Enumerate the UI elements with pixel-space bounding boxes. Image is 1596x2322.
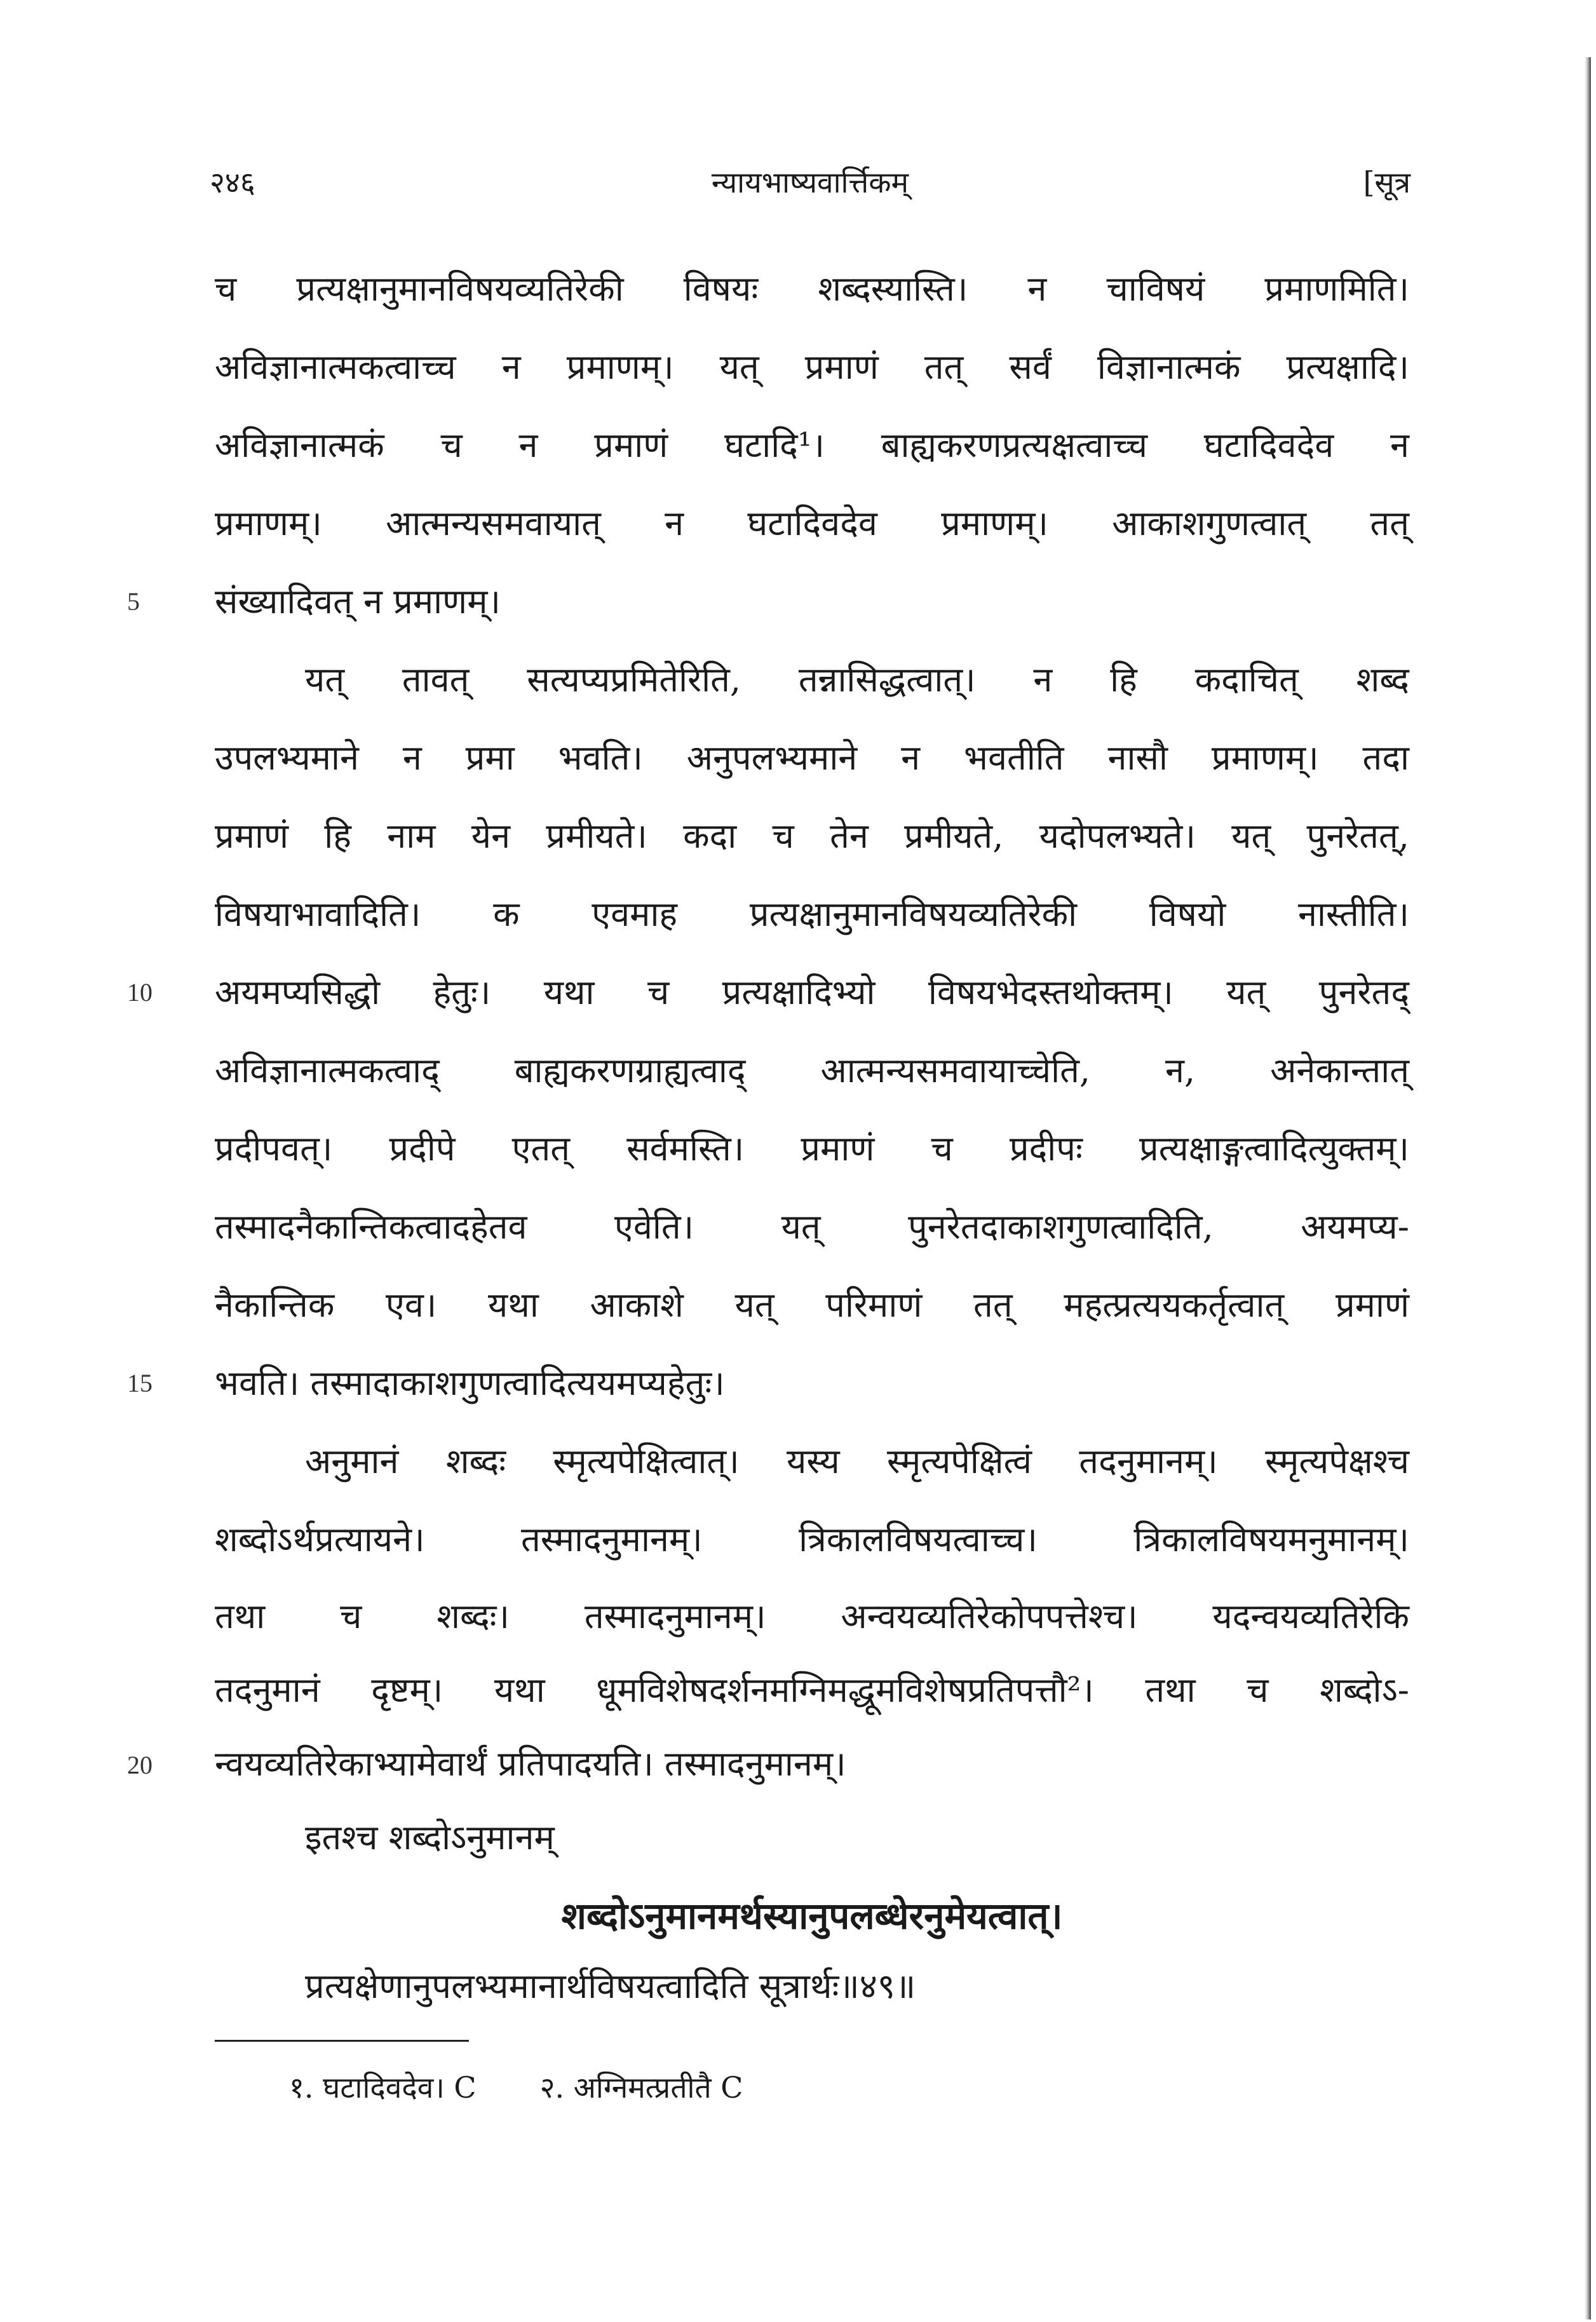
text-line: अविज्ञानात्मकत्वाद् बाह्यकरणग्राह्यत्वाद् आत्मन्यसमवायाच्चेति, न, अनेकान्तात् <box>215 1050 1409 1090</box>
text-line: तस्मादनैकान्तिकत्वादहेतव एवेति। यत् पुनरेतदाकाशगुणत्वादिति, अयमप्य- <box>215 1207 1409 1247</box>
text-line: च प्रत्यक्षानुमानविषयव्यतिरेकी विषयः शब्दस्यास्ति। न चाविषयं प्रमाणमिति। <box>215 269 1409 309</box>
text-line: तदनुमानं दृष्टम्। यथा धूमविशेषदर्शनमग्निमद्धूमविशेषप्रतिपत्तौ²। तथा च शब्दोऽ- <box>215 1670 1409 1710</box>
line-number: 20 <box>127 1751 152 1779</box>
text-line: न्वयव्यतिरेकाभ्यामेवार्थं प्रतिपादयति। तस्मादनुमानम्। <box>215 1744 846 1784</box>
page-header <box>210 162 1410 213</box>
sutra-gloss: प्रत्यक्षेणानुपलभ्यमानार्थविषयत्वादिति सूत्रार्थः॥४९॥ <box>305 1966 916 2006</box>
text-line: नैकान्तिक एव। यथा आकाशे यत् परिमाणं तत् महत्प्रत्ययकर्तृत्वात् प्रमाणं <box>215 1285 1409 1325</box>
footnote-2: २. अग्निमत्प्रतीतै C <box>539 2070 743 2105</box>
text-line: अविज्ञानात्मकत्वाच्च न प्रमाणम्। यत् प्रमाणं तत् सर्वं विज्ञानात्मकं प्रत्यक्षादि। <box>215 347 1409 387</box>
text-line: भवति। तस्मादाकाशगुणत्वादित्ययमप्यहेतुः। <box>215 1363 725 1403</box>
text-line: अनुमानं शब्दः स्मृत्यपेक्षित्वात्। यस्य स्मृत्यपेक्षित्वं तदनुमानम्। स्मृत्यपेक्षश्च <box>305 1441 1409 1481</box>
running-title: न्यायभाष्यवार्त्तिकम् <box>711 165 909 200</box>
text-line: यत् तावत् सत्यप्यप्रमितेरिति, तन्नासिद्धत्वात्। न हि कदाचित् शब्द <box>305 660 1409 700</box>
text-line: प्रमाणं हि नाम येन प्रमीयते। कदा च तेन प्रमीयते, यदोपलभ्यते। यत् पुनरेतत्, <box>215 816 1409 856</box>
sutra-text: शब्दोऽनुमानमर्थस्यानुपलब्धेरनुमेयत्वात्। <box>561 1894 1063 1938</box>
line-number: 5 <box>127 587 140 616</box>
text-line: अविज्ञानात्मकं च न प्रमाणं घटादि¹। बाह्यकरणप्रत्यक्षत्वाच्च घटादिवदेव न <box>215 425 1409 465</box>
footnote-rule <box>215 2040 469 2042</box>
line-number: 10 <box>127 978 152 1007</box>
text-line: तथा च शब्दः। तस्मादनुमानम्। अन्वयव्यतिरेकोपपत्तेश्च। यदन्वयव्यतिरेकि <box>215 1596 1409 1636</box>
text-line: विषयाभावादिति। क एवमाह प्रत्यक्षानुमानविषयव्यतिरेकी विषयो नास्तीति। <box>215 894 1409 934</box>
text-line: शब्दोऽर्थप्रत्यायने। तस्मादनुमानम्। त्रिकालविषयत्वाच्च। त्रिकालविषयमनुमानम्। <box>215 1519 1409 1559</box>
footnotes <box>289 2059 743 2116</box>
book-binding-edge <box>1585 57 1591 2319</box>
text-line: प्रदीपवत्। प्रदीपे एतत् सर्वमस्ति। प्रमाणं च प्रदीपः प्रत्यक्षाङ्गत्वादित्युक्तम्। <box>215 1129 1409 1169</box>
sutra-marker: [सूत्र <box>1363 165 1410 200</box>
text-line: संख्यादिवत् न प्रमाणम्। <box>215 581 501 621</box>
text-line: इतश्च शब्दोऽनुमानम् <box>305 1817 555 1857</box>
text-line: उपलभ्यमाने न प्रमा भवति। अनुपलभ्यमाने न भवतीति नासौ प्रमाणम्। तदा <box>215 738 1409 778</box>
line-number: 15 <box>127 1369 152 1397</box>
footnote-1: १. घटादिवदेव। C <box>289 2070 477 2105</box>
text-line: अयमप्यसिद्धो हेतुः। यथा च प्रत्यक्षादिभ्यो विषयभेदस्तथोक्तम्। यत् पुनरेतद् <box>215 972 1409 1012</box>
text-line: प्रमाणम्। आत्मन्यसमवायात् न घटादिवदेव प्रमाणम्। आकाशगुणत्वात् तत् <box>215 503 1409 543</box>
page-number: २४६ <box>210 165 255 200</box>
